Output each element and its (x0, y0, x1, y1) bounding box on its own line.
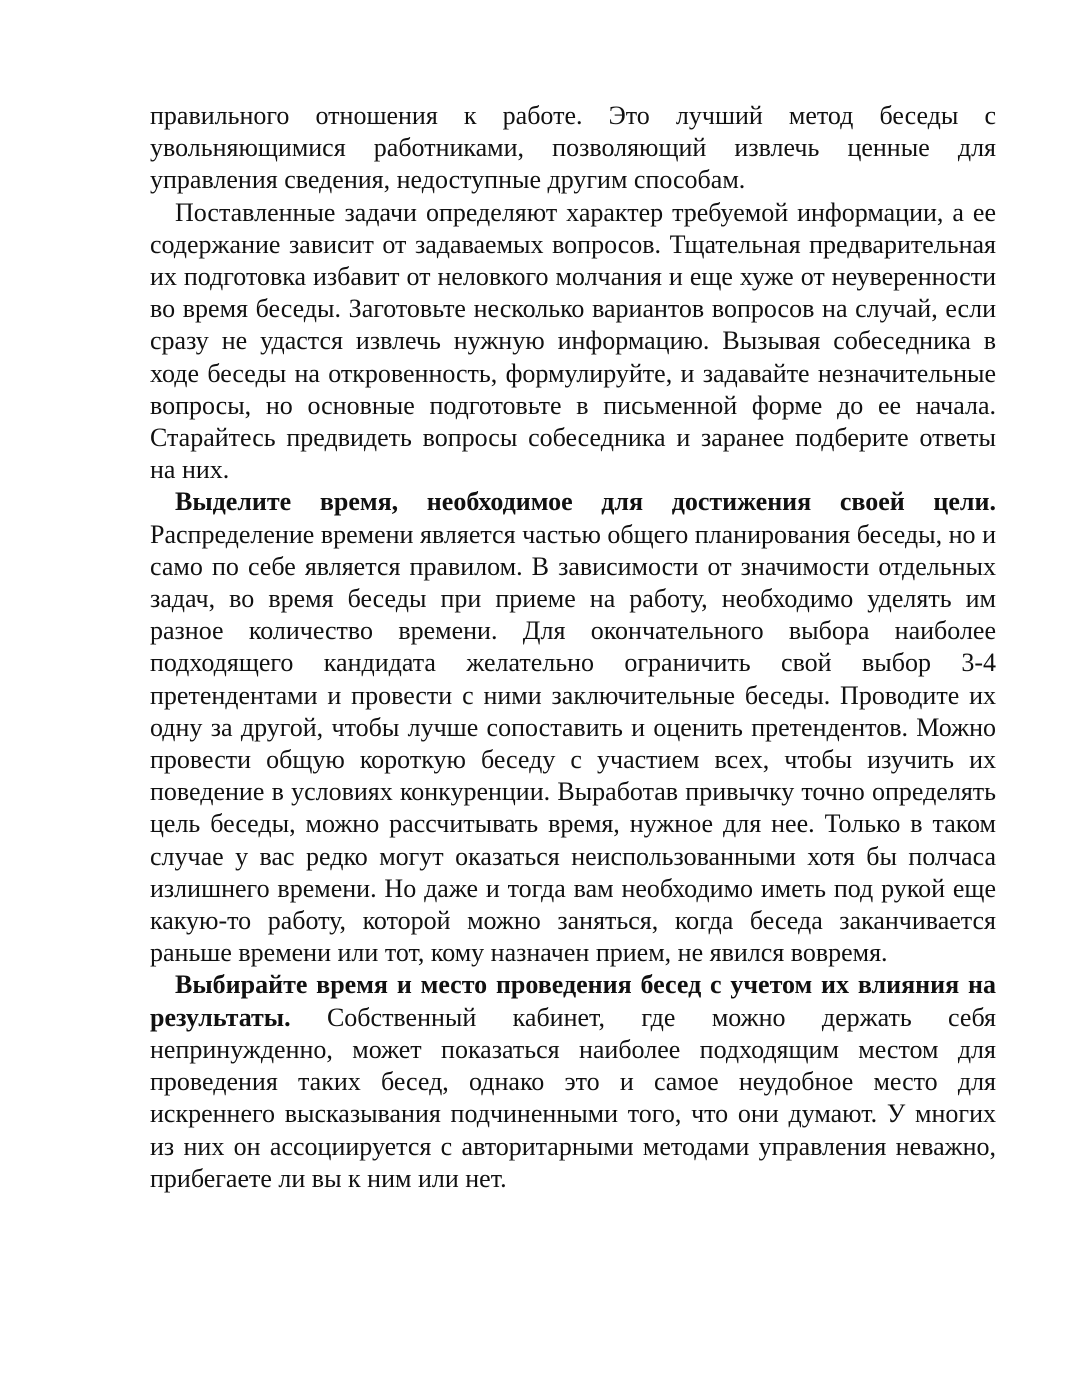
paragraph-3-heading: Выделите время, необходимое для достижения своей цели. (175, 487, 996, 517)
document-page (150, 100, 996, 1195)
paragraph-4 (150, 969, 996, 1194)
paragraph-1 (150, 100, 996, 197)
paragraph-2-text: Поставленные задачи определяют характер требуемой информации, а ее содержание зависит от задаваемых вопросов. Тщательная предварительная их подготовка избавит от неловкого молчания и еще хуже от неуверенности во время беседы. Заготовьте несколько вариантов вопросов на случай, если сразу не удастся извлечь нужную информацию. Вызывая собеседника в ходе беседы на откровенность, формулируйте, и задавайте незначительные вопросы, но основные подготовьте в письменной форме до ее начала. Старайтесь предвидеть вопросы собеседника и заранее подберите ответы на них. (150, 197, 996, 485)
paragraph-1-text: правильного отношения к работе. Это лучший метод беседы с увольняющимися работниками, позволяющий извлечь ценные для управления сведения, недоступные другим способам. (150, 101, 996, 195)
paragraph-3-text: Распределение времени является частью общего планирования беседы, но и само по себе является правилом. В зависимости от значимости отдельных задач, во время беседы при приеме на работу, необходимо уделять им разное количество времени. Для окончательного выбора наиболее подходящего кандидата желательно ограничить свой выбор 3-4 претендентами и провести с ними заключительные беседы. Проводите их одну за другой, чтобы лучше сопоставить и оценить претендентов. Можно провести общую короткую беседу с участием всех, чтобы изучить их поведение в условиях конкуренции. Выработав привычку точно определять цель беседы, можно рассчитывать время, нужное для нее. Только в таком случае у вас редко могут оказаться неиспользованными хотя бы полчаса излишнего времени. Но даже и тогда вам необходимо иметь под рукой еще какую-то работу, которой можно заняться, когда беседа заканчивается раньше времени или тот, кому назначен прием, не явился вовремя. (150, 519, 996, 968)
paragraph-3 (150, 486, 996, 969)
paragraph-2 (150, 197, 996, 487)
paragraph-4-heading: Выбирайте время и место проведения бесед с учетом их влияния на результаты. (150, 970, 996, 1032)
paragraph-4-text: Собственный кабинет, где можно держать себя непринужденно, может показаться наиболее подходящим местом для проведения таких бесед, однако это и самое неудобное место для искреннего высказывания подчиненными того, что они думают. У многих из них он ассоциируется с авторитарными методами управления неважно, прибегаете ли вы к ним или нет. (150, 1002, 996, 1193)
